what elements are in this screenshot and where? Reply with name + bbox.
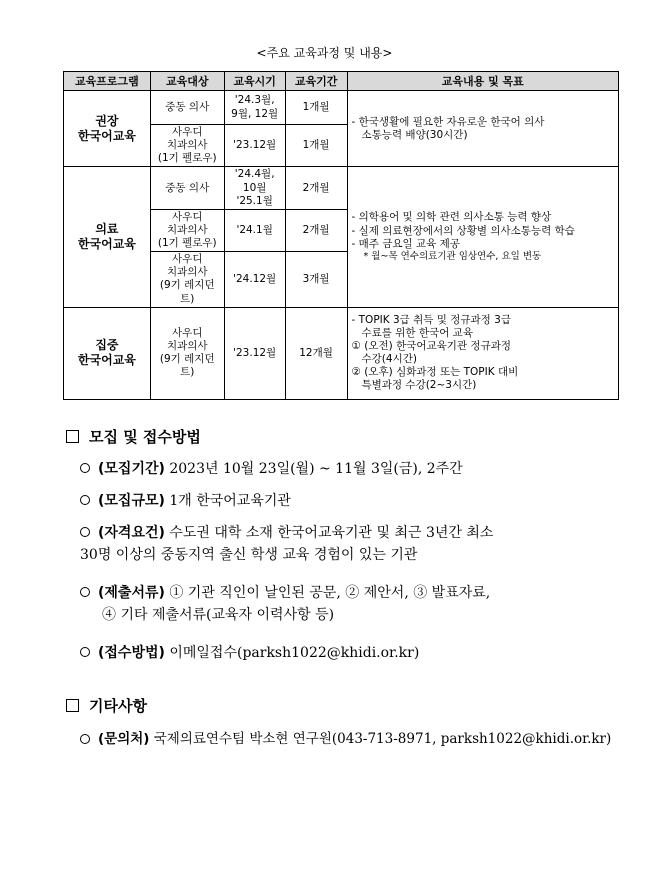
duration-cell: 2개월 — [285, 209, 347, 251]
list-item-recruit-period — [80, 458, 600, 480]
description-line: 소통능력 배양(30시간) — [361, 128, 468, 141]
duration-cell: 1개월 — [285, 91, 347, 125]
period-cell — [224, 91, 285, 125]
table-caption: <주요 교육과정 및 내용> — [256, 46, 393, 60]
list-item-contact — [80, 729, 620, 751]
period-cell — [224, 167, 285, 209]
description-line: ② (오후) 심화과정 또는 TOPIK 대비 — [351, 366, 519, 379]
target-cell — [150, 91, 224, 125]
item-label: (자격요건) — [98, 525, 165, 541]
target-cell-line: 치과의사 — [166, 266, 208, 279]
table-row — [64, 167, 619, 209]
item-label: (모집기간) — [98, 461, 165, 477]
target-cell — [150, 307, 224, 399]
period-cell-line: '24.1월 — [236, 223, 273, 236]
checkbox-square-icon — [66, 430, 79, 443]
table-row — [64, 91, 619, 125]
header-cell: 교육시기 — [224, 72, 285, 91]
target-cell-line: (9기 레지던트) — [159, 279, 215, 305]
period-cell-line: '24.12월 — [233, 272, 277, 285]
target-cell — [150, 209, 224, 251]
period-cell-line: 9월, 12월 — [231, 107, 279, 120]
target-cell — [150, 252, 224, 308]
target-cell-line: (1기 펠로우) — [157, 152, 217, 165]
target-cell-line: 사우디 — [172, 253, 203, 266]
duration-cell: 1개월 — [285, 125, 347, 167]
description-cell — [347, 167, 618, 307]
list-item-recruit-scale — [80, 490, 600, 512]
list-item-qualification — [80, 522, 600, 567]
description-line: - 한국생활에 필요한 자유로운 한국어 의사 — [351, 115, 545, 128]
item-text: 국제의료연수팀 박소현 연구원(043-713-8971, parksh1022@khidi.or.kr) — [149, 731, 612, 747]
description-line: - 실제 의료현장에서의 상황별 의사소통능력 학습 — [351, 224, 575, 237]
section-recruit-heading — [66, 426, 201, 447]
section-title: 기타사항 — [89, 697, 147, 715]
item-label: (접수방법) — [98, 645, 165, 661]
target-cell-line: 사우디 — [172, 126, 203, 138]
program-name: 한국어교육 — [77, 353, 136, 368]
circle-bullet-icon — [80, 495, 90, 505]
header-cell: 교육기간 — [285, 72, 347, 91]
circle-bullet-icon — [80, 587, 90, 597]
description-line: 특별과정 수강(2~3시간) — [361, 379, 477, 392]
period-cell-line: '24.3월, — [234, 94, 275, 107]
program-cell — [64, 167, 151, 307]
period-cell-line: '24.4월, 10월 — [234, 168, 275, 194]
target-cell-line: 사우디 — [172, 210, 203, 223]
target-cell-line: (9기 레지던트) — [159, 353, 215, 379]
description-line: ① (오전) 한국어교육기관 정규과정 — [351, 340, 511, 352]
period-cell — [224, 125, 285, 167]
header-cell: 교육내용 및 목표 — [347, 72, 618, 91]
program-name: 집중 — [95, 338, 119, 353]
target-cell-line: 중동 의사 — [165, 181, 210, 194]
table-header-row — [64, 72, 619, 91]
period-cell — [224, 307, 285, 399]
description-line: - TOPIK 3급 취득 및 정규과정 3급 — [351, 313, 511, 326]
duration-cell: 3개월 — [285, 252, 347, 308]
program-name: 의료 — [95, 222, 119, 236]
duration-cell: 12개월 — [285, 307, 347, 399]
item-text: 2023년 10월 23일(월) ~ 11월 3일(금), 2주간 — [164, 461, 463, 477]
target-cell-line: 치과의사 — [166, 139, 208, 152]
header-cell: 교육프로그램 — [64, 72, 151, 91]
list-item-submission — [80, 642, 600, 664]
target-cell-line: (1기 펠로우) — [157, 237, 217, 249]
period-cell-line: '23.12월 — [233, 139, 277, 152]
description-line: - 매주 금요일 교육 제공 — [351, 237, 460, 250]
circle-bullet-icon — [80, 734, 90, 744]
header-cell: 교육대상 — [150, 72, 224, 91]
description-cell — [347, 91, 618, 167]
item-text: ① 기관 직인이 날인된 공문, ② 제안서, ③ 발표자료, — [164, 585, 491, 601]
curriculum-table — [63, 71, 619, 400]
description-line: 수료를 위한 한국어 교육 — [361, 326, 473, 339]
section-title: 모집 및 접수방법 — [89, 428, 201, 446]
target-cell — [150, 125, 224, 167]
item-text: 1개 한국어교육기관 — [164, 493, 291, 509]
target-cell-line: 사우디 — [172, 326, 203, 339]
target-cell-line: 치과의사 — [166, 223, 208, 236]
circle-bullet-icon — [80, 463, 90, 473]
period-cell-line: '23.12월 — [233, 346, 277, 359]
item-text: 수도권 대학 소재 한국어교육기관 및 최근 3년간 최소 — [164, 525, 494, 541]
description-line: - 의학용어 및 의학 관련 의사소통 능력 향상 — [351, 211, 552, 224]
item-label: (모집규모) — [98, 493, 165, 509]
item-label: (제출서류) — [98, 585, 165, 601]
program-name: 한국어교육 — [77, 128, 136, 143]
item-text-continued: ④ 기타 제출서류(교육자 이력사항 등) — [102, 607, 335, 624]
program-name: 권장 — [95, 113, 119, 128]
period-cell — [224, 252, 285, 308]
item-text: 이메일접수(parksh1022@khidi.or.kr) — [164, 645, 420, 661]
table-row — [64, 307, 619, 399]
item-text-continued: 30명 이상의 중동지역 출신 학생 교육 경험이 있는 기관 — [80, 547, 418, 564]
description-cell — [347, 307, 618, 399]
program-cell — [64, 307, 151, 399]
list-item-documents — [80, 582, 600, 627]
description-line: 수강(4시간) — [361, 353, 417, 366]
program-cell — [64, 91, 151, 167]
item-label: (문의처) — [98, 731, 150, 747]
target-cell — [150, 167, 224, 209]
target-cell-line: 치과의사 — [166, 340, 208, 352]
circle-bullet-icon — [80, 647, 90, 657]
circle-bullet-icon — [80, 527, 90, 537]
description-line: * 월~목 연수의료기관 임상연수, 요일 변동 — [363, 250, 542, 262]
program-name: 한국어교육 — [77, 237, 136, 251]
duration-cell: 2개월 — [285, 167, 347, 209]
period-cell-line: '25.1월 — [236, 194, 273, 207]
section-other-heading — [66, 695, 147, 716]
period-cell — [224, 209, 285, 251]
checkbox-square-icon — [66, 699, 79, 712]
target-cell-line: 중동 의사 — [165, 100, 210, 113]
